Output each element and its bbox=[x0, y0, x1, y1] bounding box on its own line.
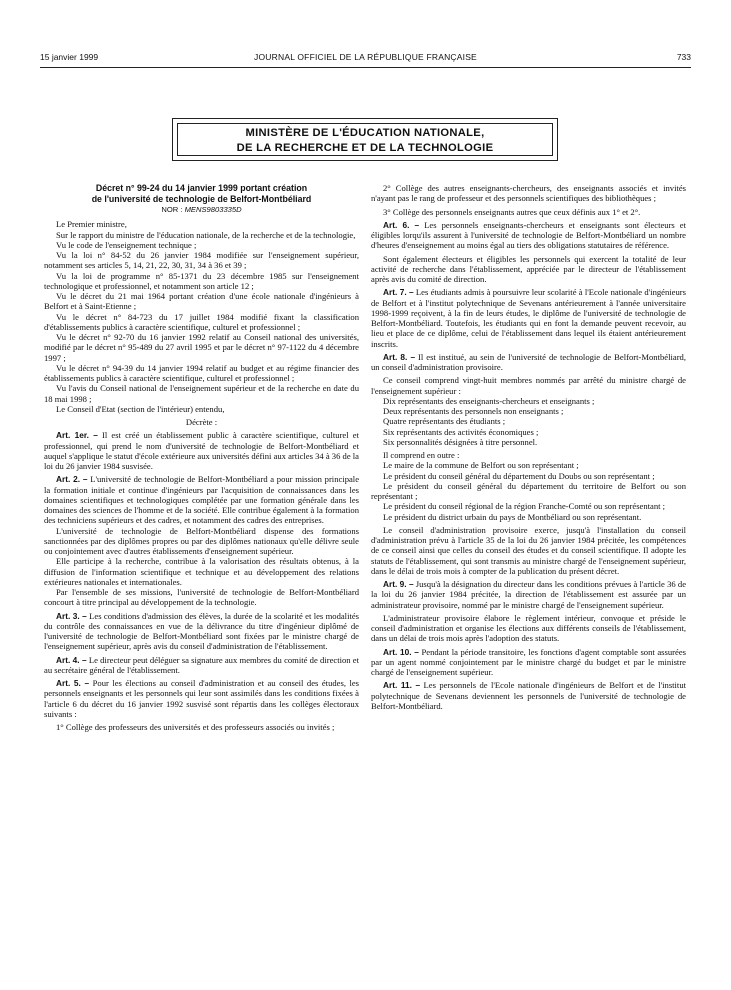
article-paragraph: L'administrateur provisoire élabore le règlement intérieur, convoque et préside le conseil d'administration et organise les élections aux différents conseils de l'établissement, dans un délai de trois mois après l'adoption des statuts. bbox=[371, 612, 686, 644]
visa-paragraph: Vu le décret n° 84-723 du 17 juillet 1984 modifié fixant la classification d'établissements publics à caractère scientifique, culturel et professionnel ; bbox=[44, 311, 359, 332]
visa-paragraph: Vu le décret n° 92-70 du 16 janvier 1992 relatif au Conseil national des universités, modifié par le décret n° 95-489 du 27 avril 1995 et par le décret n° 97-1122 du 4 décembre 1997 ; bbox=[44, 332, 359, 363]
article-text: Il est institué, au sein de l'université de technologie de Belfort-Montbéliard, un conseil d'administration provisoire. bbox=[371, 351, 686, 372]
article-text: Les personnels de l'Ecole nationale d'ingénieurs de Belfort et de l'institut polytechnique de Sevenans deviennent les personnels de l'université de technologie de Belfort-Montbéliard. bbox=[371, 680, 687, 711]
article-text: Les personnels enseignants-chercheurs et enseignants sont électeurs et éligibles lorqu'ils assurent à l'université de technologie de Belfort-Montbéliard un nombre d'heures d'enseignement au moins égal au tiers des obligations statutaires de référence. bbox=[371, 219, 686, 251]
visa-paragraph: Sur le rapport du ministre de l'éducation nationale, de la recherche et de la technologie, bbox=[56, 229, 356, 240]
visa-paragraph: Vu la loi de programme n° 85-1371 du 23 décembre 1985 sur l'enseignement technologique et professionnel, et notamment son article 12 ; bbox=[44, 270, 359, 291]
list-item: Six représentants des activités économiques ; bbox=[383, 426, 539, 437]
article-9 bbox=[371, 579, 686, 610]
article-paragraph: 1° Collège des professeurs des universités et des professeurs associés ou invités ; bbox=[56, 722, 335, 732]
article-10 bbox=[371, 647, 686, 678]
decree-title-line-1: Décret n° 99-24 du 14 janvier 1999 portant création bbox=[95, 183, 308, 193]
visa-paragraph: Le Premier ministre, bbox=[56, 219, 127, 230]
visa-paragraph: Vu le décret n° 94-39 du 14 janvier 1994 relatif au budget et au régime financier des établissements publics à caractère scientifique, culturel et professionnel ; bbox=[44, 362, 359, 383]
article-6 bbox=[371, 220, 686, 251]
article-label: Art. 10. – bbox=[383, 646, 419, 657]
decree-title-line-2: de l'université de technologie de Belfort-Montbéliard bbox=[91, 193, 312, 204]
left-column bbox=[44, 183, 359, 732]
article-label: Art. 5. – bbox=[56, 678, 90, 688]
nor-label: NOR : bbox=[161, 205, 183, 214]
visa-paragraph: Vu l'avis du Conseil national de l'enseignement supérieur et de la recherche en date du 18 mai 1998 ; bbox=[44, 383, 359, 404]
article-1 bbox=[44, 430, 359, 471]
decrete-line: Décrète : bbox=[185, 417, 218, 427]
council-extra-members-list bbox=[371, 460, 686, 522]
decree-title bbox=[44, 183, 359, 204]
list-item: Le président du conseil général du département du territoire de Belfort ou son représentant ; bbox=[371, 480, 686, 501]
page-header bbox=[40, 52, 691, 68]
ministry-line-1: MINISTÈRE DE L'ÉDUCATION NATIONALE, bbox=[245, 127, 485, 139]
visa-paragraph: Vu le code de l'enseignement technique ; bbox=[56, 239, 197, 250]
page-number: 733 bbox=[676, 52, 691, 62]
header-rule bbox=[40, 67, 691, 68]
article-label: Art. 6. – bbox=[383, 219, 420, 230]
article-text: Jusqu'à la désignation du directeur dans les conditions prévues à l'article 36 de la loi du 26 janvier 1984 précitée, la direction de l'établissement est assurée par un administrateur provisoire, nommé par le ministre chargé de l'enseignement supérieur. bbox=[371, 579, 687, 610]
article-3 bbox=[44, 611, 359, 652]
issue-date: 15 janvier 1999 bbox=[40, 52, 99, 62]
list-item: Le président du conseil régional de la région Franche-Comté ou son représentant ; bbox=[383, 501, 666, 512]
article-paragraph: Elle participe à la recherche, contribue à la valorisation des résultats obtenus, à la diffusion de l'information scientifique et technique et au développement des relations extérieures nationales et internationales. bbox=[44, 556, 359, 587]
visa-paragraph: Vu la loi n° 84-52 du 26 janvier 1984 modifiée sur l'enseignement supérieur, notamment ses articles 5, 14, 21, 22, 30, 31, 34 à 36 et 39 ; bbox=[44, 250, 359, 271]
article-text: L'université de technologie de Belfort-Montbéliard a pour mission principale la formation initiale et continue d'ingénieurs par l'acquisition de connaissances dans les domaines scientifiques et technologiques complétée par une formation générale dans les domaines des sciences de l'homme et de la société. Elle contribue également à la formation des techniciens supérieurs et des cadres, et notamment des cadres des entreprises. bbox=[44, 474, 360, 526]
article-5 bbox=[44, 678, 359, 719]
article-paragraph: Sont également électeurs et éligibles les personnels qui exercent la totalité de leur activité de recherche dans l'établissement, appréciée par le directeur de l'établissement après avis du comité de direction. bbox=[371, 253, 686, 284]
list-item: Le président du district urbain du pays de Montbéliard ou son représentant. bbox=[383, 511, 642, 522]
article-11 bbox=[371, 680, 686, 711]
article-text: Les étudiants admis à poursuivre leur scolarité à l'Ecole nationale d'ingénieurs de Belfort et à l'institut polytechnique de Sevenans antérieurement à l'année universitaire 1998-1999 reçoivent, à la fin de leurs études, le diplôme de l'université de technologie de Belfort-Montbéliard. Toutefois, les étudiants qui en font la demande peuvent recevoir, au lieu et place de ce diplôme, celui de l'établissement dans lequel ils étaient antérieurement inscrits. bbox=[371, 287, 686, 349]
ministry-heading-box bbox=[172, 118, 558, 161]
article-text: Pour les élections au conseil d'administration et au conseil des études, les personnels enseignants et les personnels qui leur sont assimilés dans les conditions fixées à l'article 6 du décret du 16 janvier 1992 susvisé sont répartis dans les collèges électoraux suivants : bbox=[44, 678, 360, 719]
article-paragraph: Ce conseil comprend vingt-huit membres nommés par arrêté du ministre chargé de l'enseignement supérieur : bbox=[371, 375, 686, 396]
article-paragraph: 2° Collège des autres enseignants-chercheurs, des enseignants associés et invités n'ayant pas le rang de professeur et des personnels scientifiques des bibliothèques ; bbox=[371, 183, 686, 204]
article-text: Pendant la période transitoire, les fonctions d'agent comptable sont assurées par un agent nommé conjointement par le ministre chargé du budget et par le ministre chargé de l'enseignement supérieur. bbox=[371, 646, 686, 677]
visa-paragraph: Vu le décret du 21 mai 1964 portant création d'une école nationale d'ingénieurs à Belfort et à Saint-Etienne ; bbox=[44, 291, 359, 312]
list-item: Le président du conseil général du département du Doubs ou son représentant ; bbox=[383, 470, 655, 481]
article-paragraph: 3° Collège des personnels enseignants autres que ceux définis aux 1° et 2°. bbox=[383, 206, 641, 217]
article-label: Art. 4. – bbox=[56, 654, 87, 665]
article-paragraph: Le conseil d'administration provisoire exerce, jusqu'à l'installation du conseil d'administration prévu à l'article 35 de la loi du 26 janvier 1984 précitée, les compétences de ce conseil ainsi que celles du conseil des études et du conseil scientifique. Il adopte les statuts de l'établissement, qui sont transmis au ministre chargé de l'enseignement supérieur, dans le délai de trois mois à compter de la publication du présent décret. bbox=[371, 524, 686, 576]
article-2 bbox=[44, 474, 359, 525]
journal-title: JOURNAL OFFICIEL DE LA RÉPUBLIQUE FRANÇAISE bbox=[254, 52, 477, 62]
nor-code: MENS9803335D bbox=[184, 205, 242, 214]
article-label: Art. 11. – bbox=[383, 680, 421, 691]
council-members-list bbox=[371, 396, 686, 447]
list-item: Six personnalités désignées à titre personnel. bbox=[383, 436, 538, 447]
visa-paragraph: Le Conseil d'Etat (section de l'intérieur) entendu, bbox=[56, 403, 225, 414]
nor-reference bbox=[44, 205, 359, 215]
right-column bbox=[371, 183, 686, 711]
article-label: Art. 3. – bbox=[56, 610, 87, 621]
article-text: Les conditions d'admission des élèves, la durée de la scolarité et les modalités du contrôle des connaissances en vue de la délivrance du titre d'ingénieur diplômé de l'université de technologie de Belfort-Montbéliard sont fixées par le ministre chargé de l'enseignement supérieur, après avis du conseil d'administration de l'établissement. bbox=[44, 610, 359, 652]
article-label: Art. 9. – bbox=[383, 579, 414, 589]
article-paragraph: Par l'ensemble de ses missions, l'université de technologie de Belfort-Montbéliard concourt à titre principal au développement de la technologie. bbox=[44, 587, 359, 608]
article-label: Art. 2. – bbox=[56, 474, 88, 485]
article-8 bbox=[371, 352, 686, 373]
article-paragraph: Il comprend en outre : bbox=[383, 450, 460, 460]
article-7 bbox=[371, 287, 686, 349]
article-label: Art. 7. – bbox=[383, 287, 414, 298]
article-4 bbox=[44, 655, 359, 676]
article-paragraph: L'université de technologie de Belfort-Montbéliard dispense des formations sanctionnées par des diplômes propres ou par des diplômes nationaux qu'elle délivre seule ou conjointement avec d'autres établissements d'enseignement supérieur. bbox=[44, 525, 359, 556]
article-text: Le directeur peut déléguer sa signature aux membres du comité de direction et au secrétaire général de l'établissement. bbox=[44, 654, 360, 675]
article-label: Art. 8. – bbox=[383, 351, 416, 362]
ministry-line-2: DE LA RECHERCHE ET DE LA TECHNOLOGIE bbox=[236, 142, 494, 154]
article-text: Il est créé un établissement public à caractère scientifique, culturel et professionnel, qui prend le nom d'université de technologie de Belfort-Montbéliard et auquel s'applique le statut d'école extérieure aux universités défini aux articles 34 à 36 de la loi du 26 janvier 1984 susvisée. bbox=[44, 430, 359, 471]
ministry-heading-inner bbox=[177, 123, 553, 156]
article-label: Art. 1er. – bbox=[56, 430, 98, 441]
list-item: Dix représentants des enseignants-chercheurs et enseignants ; bbox=[383, 395, 595, 406]
list-item: Quatre représentants des étudiants ; bbox=[383, 416, 506, 427]
list-item: Le maire de la commune de Belfort ou son représentant ; bbox=[383, 460, 579, 471]
list-item: Deux représentants des personnels non enseignants ; bbox=[383, 406, 564, 416]
